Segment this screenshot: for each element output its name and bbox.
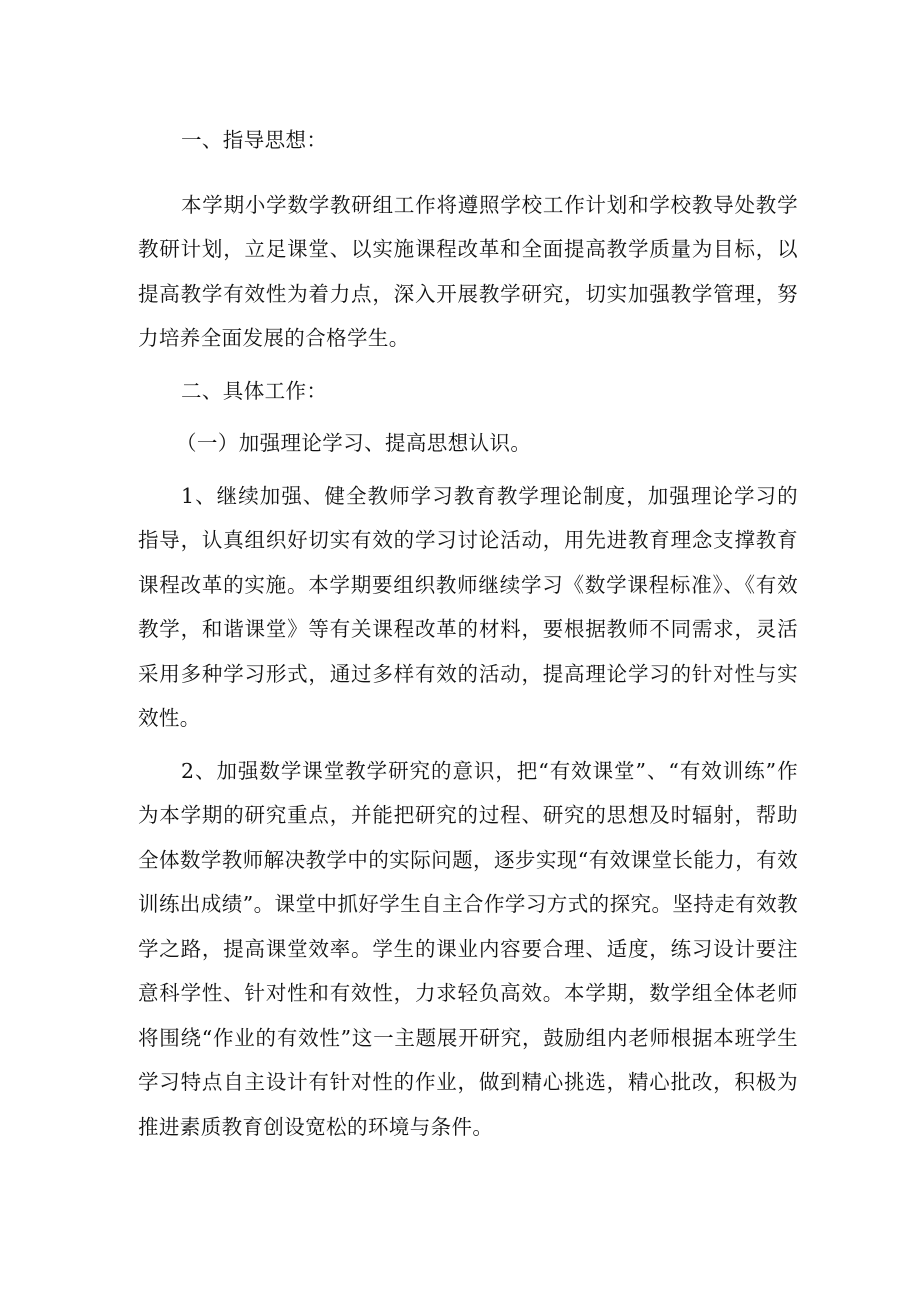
section-heading-specific-work: 二、具体工作： [181, 378, 328, 403]
spacer [138, 741, 798, 749]
paragraph-item-2: 2、加强数学课堂教学研究的意识，把“有效课堂”、“有效训练”作为本学期的研究重点，并能把研究的过程、研究的思想及时辐射，帮助全体数学教师解决教学中的实际问题，逐步实现“有效课堂长能力，有效训练出成绩”。课堂中抓好学生自主合作学习方式的探究。坚持走有效教学之路，提高课堂效率。学生的课业内容要合理、适度，练习设计要注意科学性、针对性和有效性，力求轻负高效。本学期，数学组全体老师将围绕“作业的有效性”这一主题展开研究，鼓励组内老师根据本班学生学习特点自主设计有针对性的作业，做到精心挑选，精心批改，积极为推进素质教育创设宽松的环境与条件。 [138, 758, 798, 1139]
section-heading-guiding-thought: 一、指导思想： [181, 128, 328, 152]
spacer [138, 361, 798, 369]
spacer [138, 413, 798, 421]
spacer [138, 163, 798, 183]
document-body [138, 118, 798, 1149]
paragraph-item-1: 1、继续加强、健全教师学习教育教学理论制度，加强理论学习的指导，认真组织好切实有效的学习讨论活动，用先进教育理念支撑教育课程改革的实施。本学期要组织教师继续学习《数学课程标准》、《有效教学，和谐课堂》等有关课程改革的材料，要根据教师不同需求，灵活采用多种学习形式，通过多样有效的活动，提高理论学习的针对性与实效性。 [138, 483, 798, 730]
spacer [138, 466, 798, 474]
paragraph-guiding-thought: 本学期小学数学教研组工作将遵照学校工作计划和学校教导处教学教研计划，立足课堂、以实施课程改革和全面提高教学质量为目标，以提高教学有效性为着力点，深入开展教学研究，切实加强教学管理，努力培养全面发展的合格学生。 [138, 192, 798, 350]
subheading-theory-study: （一）加强理论学习、提高思想认识。 [176, 431, 532, 455]
